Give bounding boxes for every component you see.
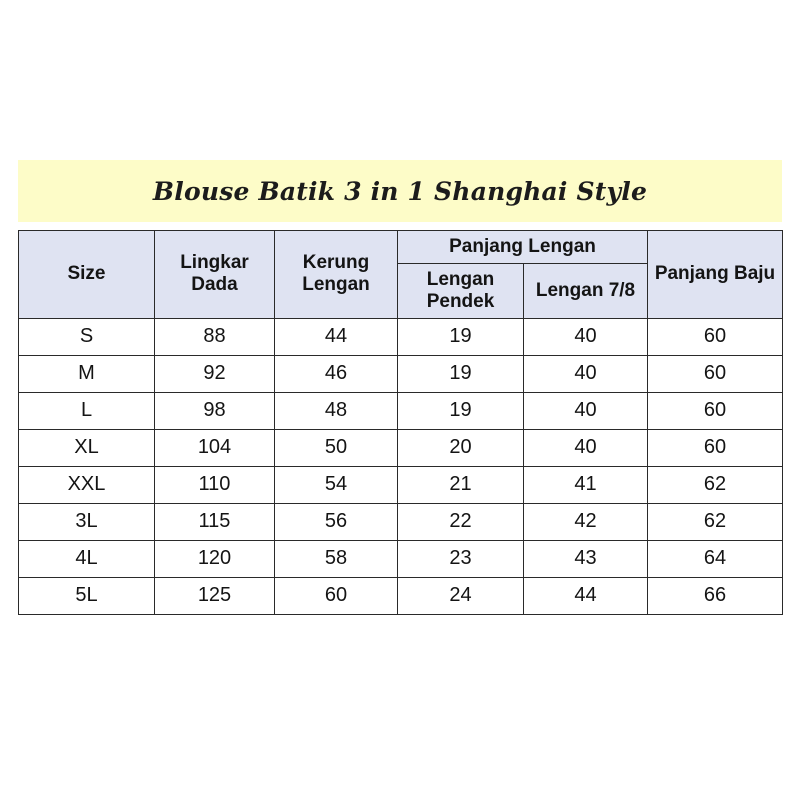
table-row (19, 355, 783, 392)
cell-kerung-lengan: 54 (275, 466, 398, 503)
cell-lengan-78: 42 (524, 503, 648, 540)
cell-lengan-pendek: 23 (398, 540, 524, 577)
cell-lingkar-dada: 104 (155, 429, 275, 466)
cell-lingkar-dada: 120 (155, 540, 275, 577)
cell-lingkar-dada: 110 (155, 466, 275, 503)
cell-panjang-baju: 62 (648, 503, 783, 540)
cell-kerung-lengan: 50 (275, 429, 398, 466)
cell-panjang-baju: 62 (648, 466, 783, 503)
cell-kerung-lengan: 46 (275, 355, 398, 392)
table-header (19, 231, 783, 319)
cell-panjang-baju: 60 (648, 355, 783, 392)
header-panjang-baju: Panjang Baju (648, 231, 783, 319)
title-banner (18, 160, 782, 222)
cell-lengan-pendek: 24 (398, 577, 524, 614)
cell-lengan-78: 41 (524, 466, 648, 503)
cell-lengan-78: 40 (524, 392, 648, 429)
cell-size: 5L (19, 577, 155, 614)
cell-lingkar-dada: 115 (155, 503, 275, 540)
header-lengan-pendek: Lengan Pendek (398, 263, 524, 318)
cell-size: 3L (19, 503, 155, 540)
table-row (19, 577, 783, 614)
cell-size: XXL (19, 466, 155, 503)
cell-lengan-pendek: 19 (398, 355, 524, 392)
header-panjang-lengan-group: Panjang Lengan (398, 231, 648, 264)
table-row (19, 466, 783, 503)
cell-panjang-baju: 60 (648, 392, 783, 429)
cell-kerung-lengan: 48 (275, 392, 398, 429)
cell-kerung-lengan: 58 (275, 540, 398, 577)
size-chart-table (18, 230, 783, 615)
cell-lengan-78: 43 (524, 540, 648, 577)
table-row (19, 429, 783, 466)
cell-lengan-78: 40 (524, 355, 648, 392)
cell-size: L (19, 392, 155, 429)
header-lingkar-dada: Lingkar Dada (155, 231, 275, 319)
page-title: Blouse Batik 3 in 1 Shanghai Style (152, 176, 648, 206)
cell-lengan-pendek: 22 (398, 503, 524, 540)
cell-lengan-pendek: 19 (398, 318, 524, 355)
cell-size: 4L (19, 540, 155, 577)
cell-lengan-78: 40 (524, 318, 648, 355)
cell-lingkar-dada: 88 (155, 318, 275, 355)
table-row (19, 318, 783, 355)
cell-panjang-baju: 60 (648, 429, 783, 466)
header-kerung-lengan: Kerung Lengan (275, 231, 398, 319)
cell-size: M (19, 355, 155, 392)
cell-lengan-pendek: 19 (398, 392, 524, 429)
cell-lingkar-dada: 92 (155, 355, 275, 392)
cell-kerung-lengan: 60 (275, 577, 398, 614)
cell-lengan-pendek: 21 (398, 466, 524, 503)
cell-lingkar-dada: 125 (155, 577, 275, 614)
header-size: Size (19, 231, 155, 319)
table-row (19, 392, 783, 429)
cell-panjang-baju: 64 (648, 540, 783, 577)
cell-size: XL (19, 429, 155, 466)
table-row (19, 540, 783, 577)
table-row (19, 503, 783, 540)
cell-size: S (19, 318, 155, 355)
cell-lengan-78: 40 (524, 429, 648, 466)
cell-panjang-baju: 60 (648, 318, 783, 355)
cell-kerung-lengan: 44 (275, 318, 398, 355)
cell-kerung-lengan: 56 (275, 503, 398, 540)
cell-lingkar-dada: 98 (155, 392, 275, 429)
header-lengan-78: Lengan 7/8 (524, 263, 648, 318)
cell-lengan-pendek: 20 (398, 429, 524, 466)
header-row-top (19, 231, 783, 264)
cell-lengan-78: 44 (524, 577, 648, 614)
cell-panjang-baju: 66 (648, 577, 783, 614)
table-body (19, 318, 783, 614)
